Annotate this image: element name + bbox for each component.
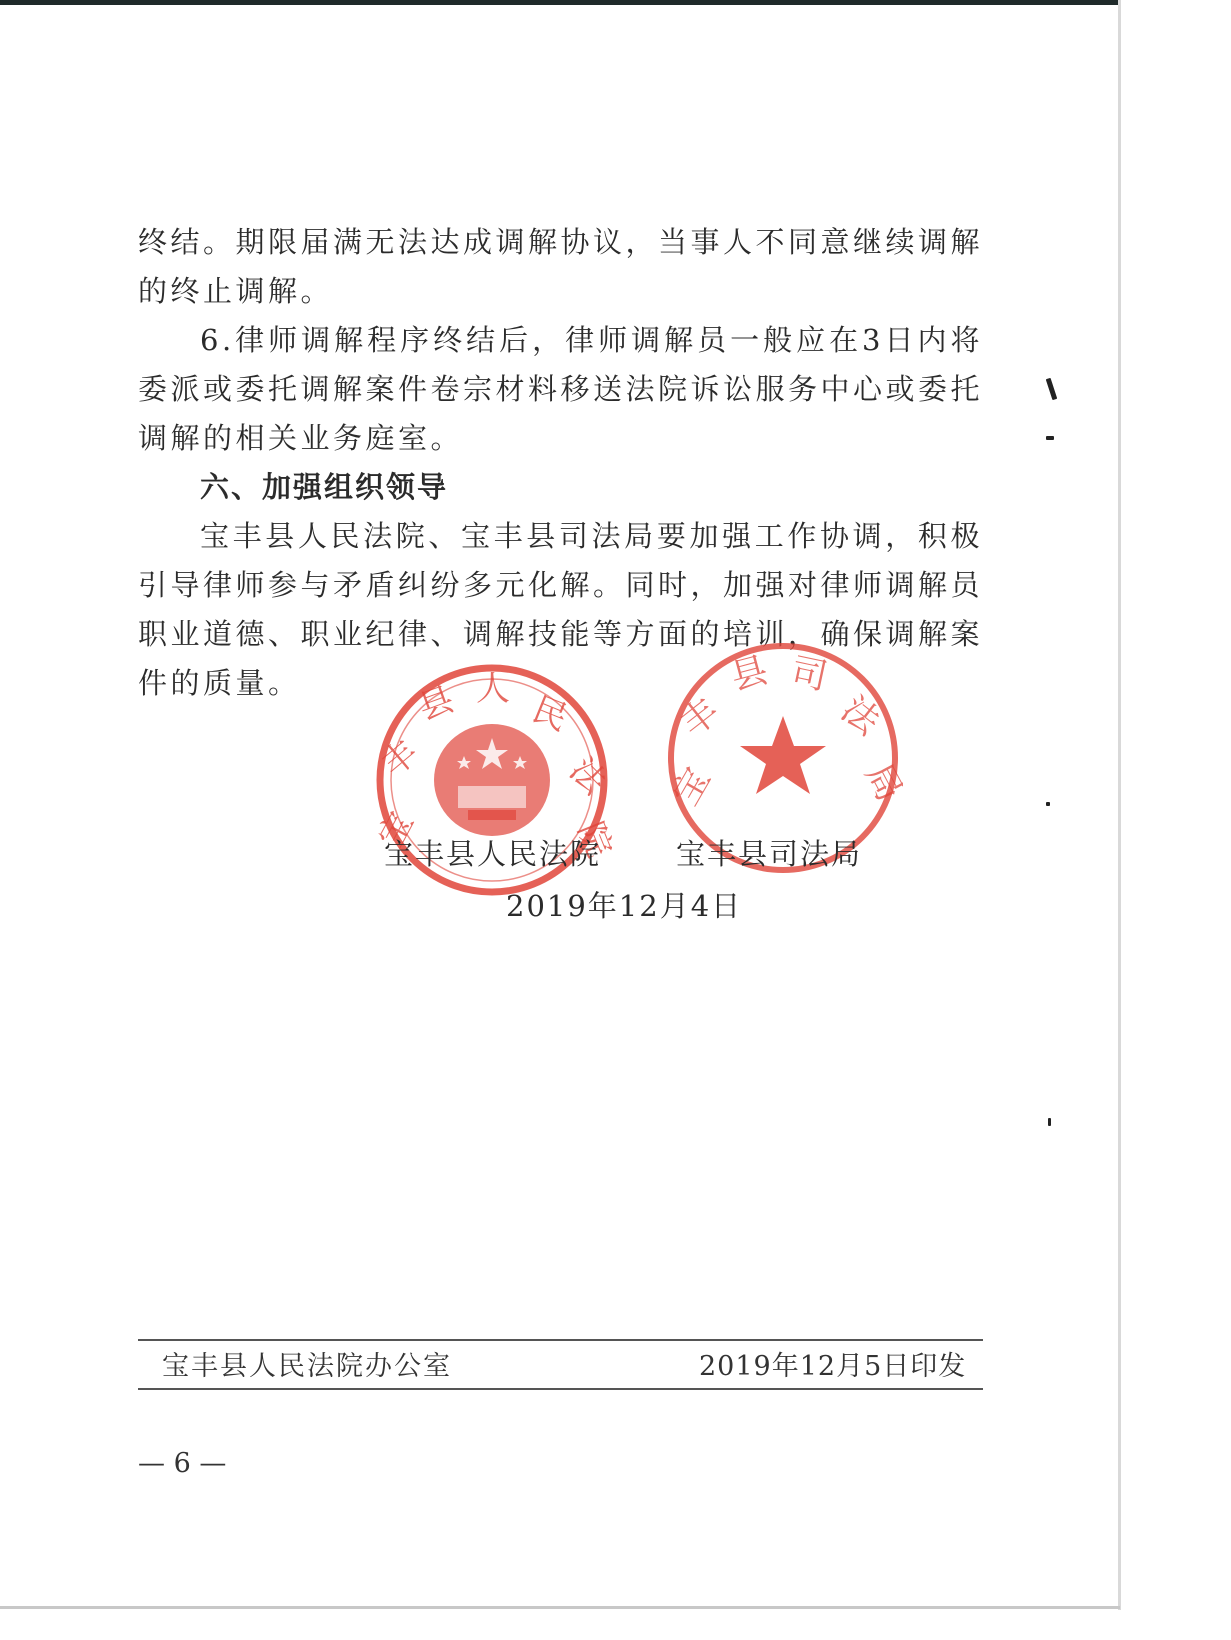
svg-text:宝: 宝 [372,805,422,855]
svg-text:人: 人 [476,669,510,709]
footer-rule-top [138,1339,983,1341]
svg-text:民: 民 [526,689,574,740]
scan-bottom-edge [0,1606,1120,1609]
svg-text:法: 法 [561,750,612,803]
document-body [138,218,983,708]
svg-text:宝: 宝 [665,760,719,813]
svg-text:丰: 丰 [673,690,727,746]
svg-text:县: 县 [413,679,460,729]
footer-rule-bottom [138,1388,983,1390]
scan-speck [1048,1118,1051,1126]
scan-speck [1046,378,1058,400]
signature-court: 宝丰县人民法院 [384,837,602,871]
signature-date: 2019年12月4日 [506,889,743,923]
page-number: — 6 — [138,1448,227,1479]
paragraph-organization: 宝丰县人民法院、宝丰县司法局要加强工作协调，积极引导律师参与矛盾纠纷多元化解。同时，加强对律师调解员职业道德、职业纪律、调解技能等方面的培训，确保调解案件的质量。 [138,519,984,700]
paragraph-mediation-termination: 终结。期限届满无法达成调解协议，当事人不同意继续调解的终止调解。 [138,225,984,308]
footer-issuer: 宝丰县人民法院办公室 [162,1351,452,1382]
svg-text:丰: 丰 [374,732,426,785]
footer-issue-date: 2019年12月5日印发 [699,1351,967,1382]
scan-speck [1046,436,1054,440]
paragraph-file-transfer: 6.律师调解程序终结后，律师调解员一般应在3日内将委派或委托调解案件卷宗材料移送法院诉讼服务中心或委托调解的相关业务庭室。 [138,323,984,455]
svg-text:局: 局 [857,756,903,809]
scan-speck [1046,802,1050,806]
svg-text:县: 县 [726,649,773,699]
signature-justice-bureau: 宝丰县司法局 [676,837,863,871]
scan-right-margin [1121,0,1231,1640]
section-heading: 六、加强组织领导 [200,470,449,504]
svg-text:院: 院 [569,816,612,863]
svg-text:法: 法 [833,688,888,744]
scan-top-border [0,0,1120,5]
svg-text:司: 司 [787,650,831,699]
